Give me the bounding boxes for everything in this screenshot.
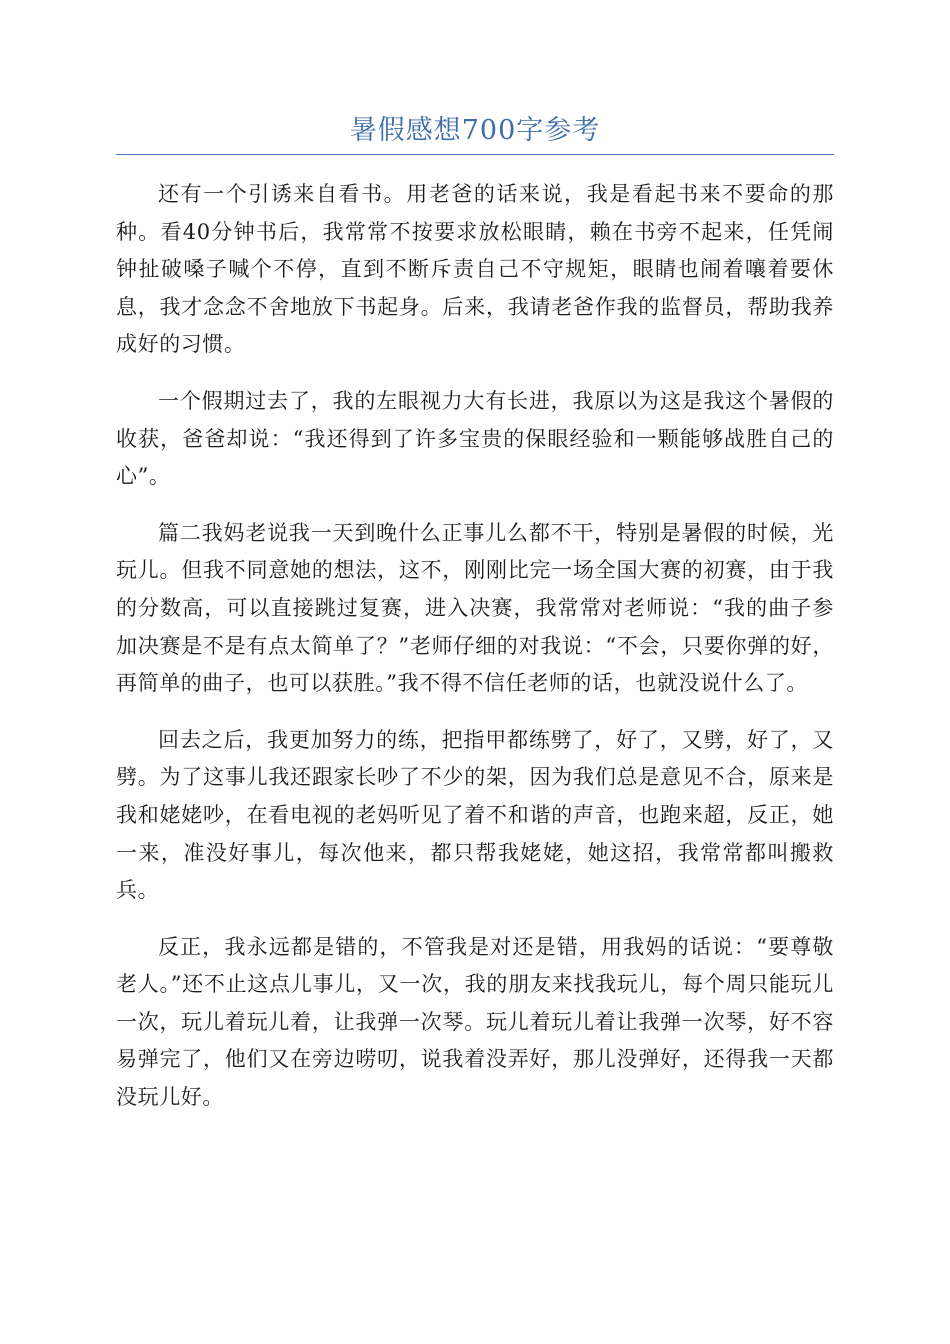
title-underline <box>116 154 834 155</box>
paragraph-1: 还有一个引诱来自看书。用老爸的话来说，我是看起书来不要命的那种。看40分钟书后，我常常不按要求放松眼睛，赖在书旁不起来，任凭闹钟扯破嗓子喊个不停，直到不断斥责自己不守规矩，眼睛也闹着嚷着要休息，我才念念不舍地放下书起身。后来，我请老爸作我的监督员，帮助我养成好的习惯。 <box>116 182 834 357</box>
document-body <box>116 176 834 1136</box>
paragraph-5: 反正，我永远都是错的，不管我是对还是错，用我妈的话说：“要尊敬老人。”还不止这点儿事儿，又一次，我的朋友来找我玩儿，每个周只能玩儿一次，玩儿着玩儿着，让我弹一次琴。玩儿着玩儿着让我弹一次琴，好不容易弹完了，他们又在旁边唠叨，说我着没弄好，那儿没弹好，还得我一天都没玩儿好。 <box>116 934 834 1110</box>
page-title: 暑假感想700字参考 <box>349 115 601 146</box>
paragraph-3: 篇二我妈老说我一天到晚什么正事儿么都不干，特别是暑假的时候，光玩儿。但我不同意她的想法，这不，刚刚比完一场全国大赛的初赛，由于我的分数高，可以直接跳过复赛，进入决赛，我常常对老师说：“我的曲子参加决赛是不是有点太简单了？”老师仔细的对我说：“不会，只要你弹的好，再简单的曲子，也可以获胜。”我不得不信任老师的话，也就没说什么了。 <box>116 520 834 696</box>
paragraph-2: 一个假期过去了，我的左眼视力大有长进，我原以为这是我这个暑假的收获，爸爸却说：“我还得到了许多宝贵的保眼经验和一颗能够战胜自己的心”。 <box>116 388 834 489</box>
paragraph-4: 回去之后，我更加努力的练，把指甲都练劈了，好了，又劈，好了，又劈。为了这事儿我还跟家长吵了不少的架，因为我们总是意见不合，原来是我和姥姥吵，在看电视的老妈听见了着不和谐的声音，也跑来超，反正，她一来，准没好事儿，每次他来，都只帮我姥姥，她这招，我常常都叫搬救兵。 <box>116 727 834 903</box>
